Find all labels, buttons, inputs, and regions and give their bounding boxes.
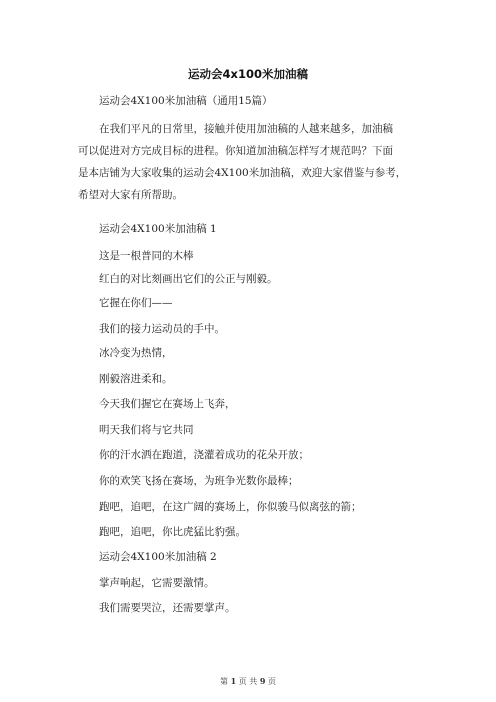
footer-suffix: 页: [267, 677, 276, 686]
verse-line: 今天我们握它在赛场上飞奔，: [99, 398, 236, 410]
verse-line: 掌声响起，它需要激情。: [99, 577, 215, 589]
document-title: 运动会4x100米加油稿: [188, 67, 308, 81]
verse-line: 刚毅溶进柔和。: [99, 373, 173, 385]
verse-line: 跑吧，追吧，你比虎猛比豹强。: [99, 526, 246, 538]
section-heading: 运动会4X100米加油稿 1: [99, 223, 217, 235]
footer-page-number: 1: [230, 676, 237, 686]
paragraph-line: 可以促进对方完成目标的进程。你知道加油稿怎样写才规范吗？下面: [78, 145, 393, 157]
verse-line: 冰冷变为热情，: [99, 347, 173, 359]
verse-line: 我们需要哭泣，还需要掌声。: [99, 602, 236, 614]
footer-total-pages: 9: [259, 676, 266, 686]
verse-line: 它握在你们——: [99, 297, 173, 309]
footer-prefix: 第: [220, 677, 229, 686]
footer-middle: 页 共: [238, 677, 258, 686]
verse-line: 这是一根普同的木棒: [99, 250, 194, 262]
paragraph-line: 希望对大家有所帮助。: [78, 189, 183, 201]
paragraph-line: 是本店铺为大家收集的运动会4X100米加油稿，欢迎大家借鉴与参考，: [78, 167, 407, 179]
section-heading: 运动会4X100米加油稿 2: [99, 551, 217, 563]
subtitle-line: 运动会4X100米加油稿（通用15篇）: [99, 95, 273, 107]
verse-line: 明天我们将与它共同: [99, 424, 194, 436]
verse-line: 你的欢笑飞扬在赛场，为班争光数你最棒；: [99, 475, 299, 487]
verse-line: 红白的对比刻画出它们的公正与刚毅。: [99, 273, 278, 285]
paragraph-line: 在我们平凡的日常里，接触并使用加油稿的人越来越多，加油稿: [99, 123, 393, 135]
verse-line: 你的汗水洒在跑道，浇灌着成功的花朵开放；: [99, 449, 309, 461]
verse-line: 跑吧，追吧，在这广阔的赛场上，你似骏马似离弦的箭；: [99, 501, 362, 513]
page-footer: [0, 676, 496, 687]
verse-line: 我们的接力运动员的手中。: [99, 323, 225, 335]
